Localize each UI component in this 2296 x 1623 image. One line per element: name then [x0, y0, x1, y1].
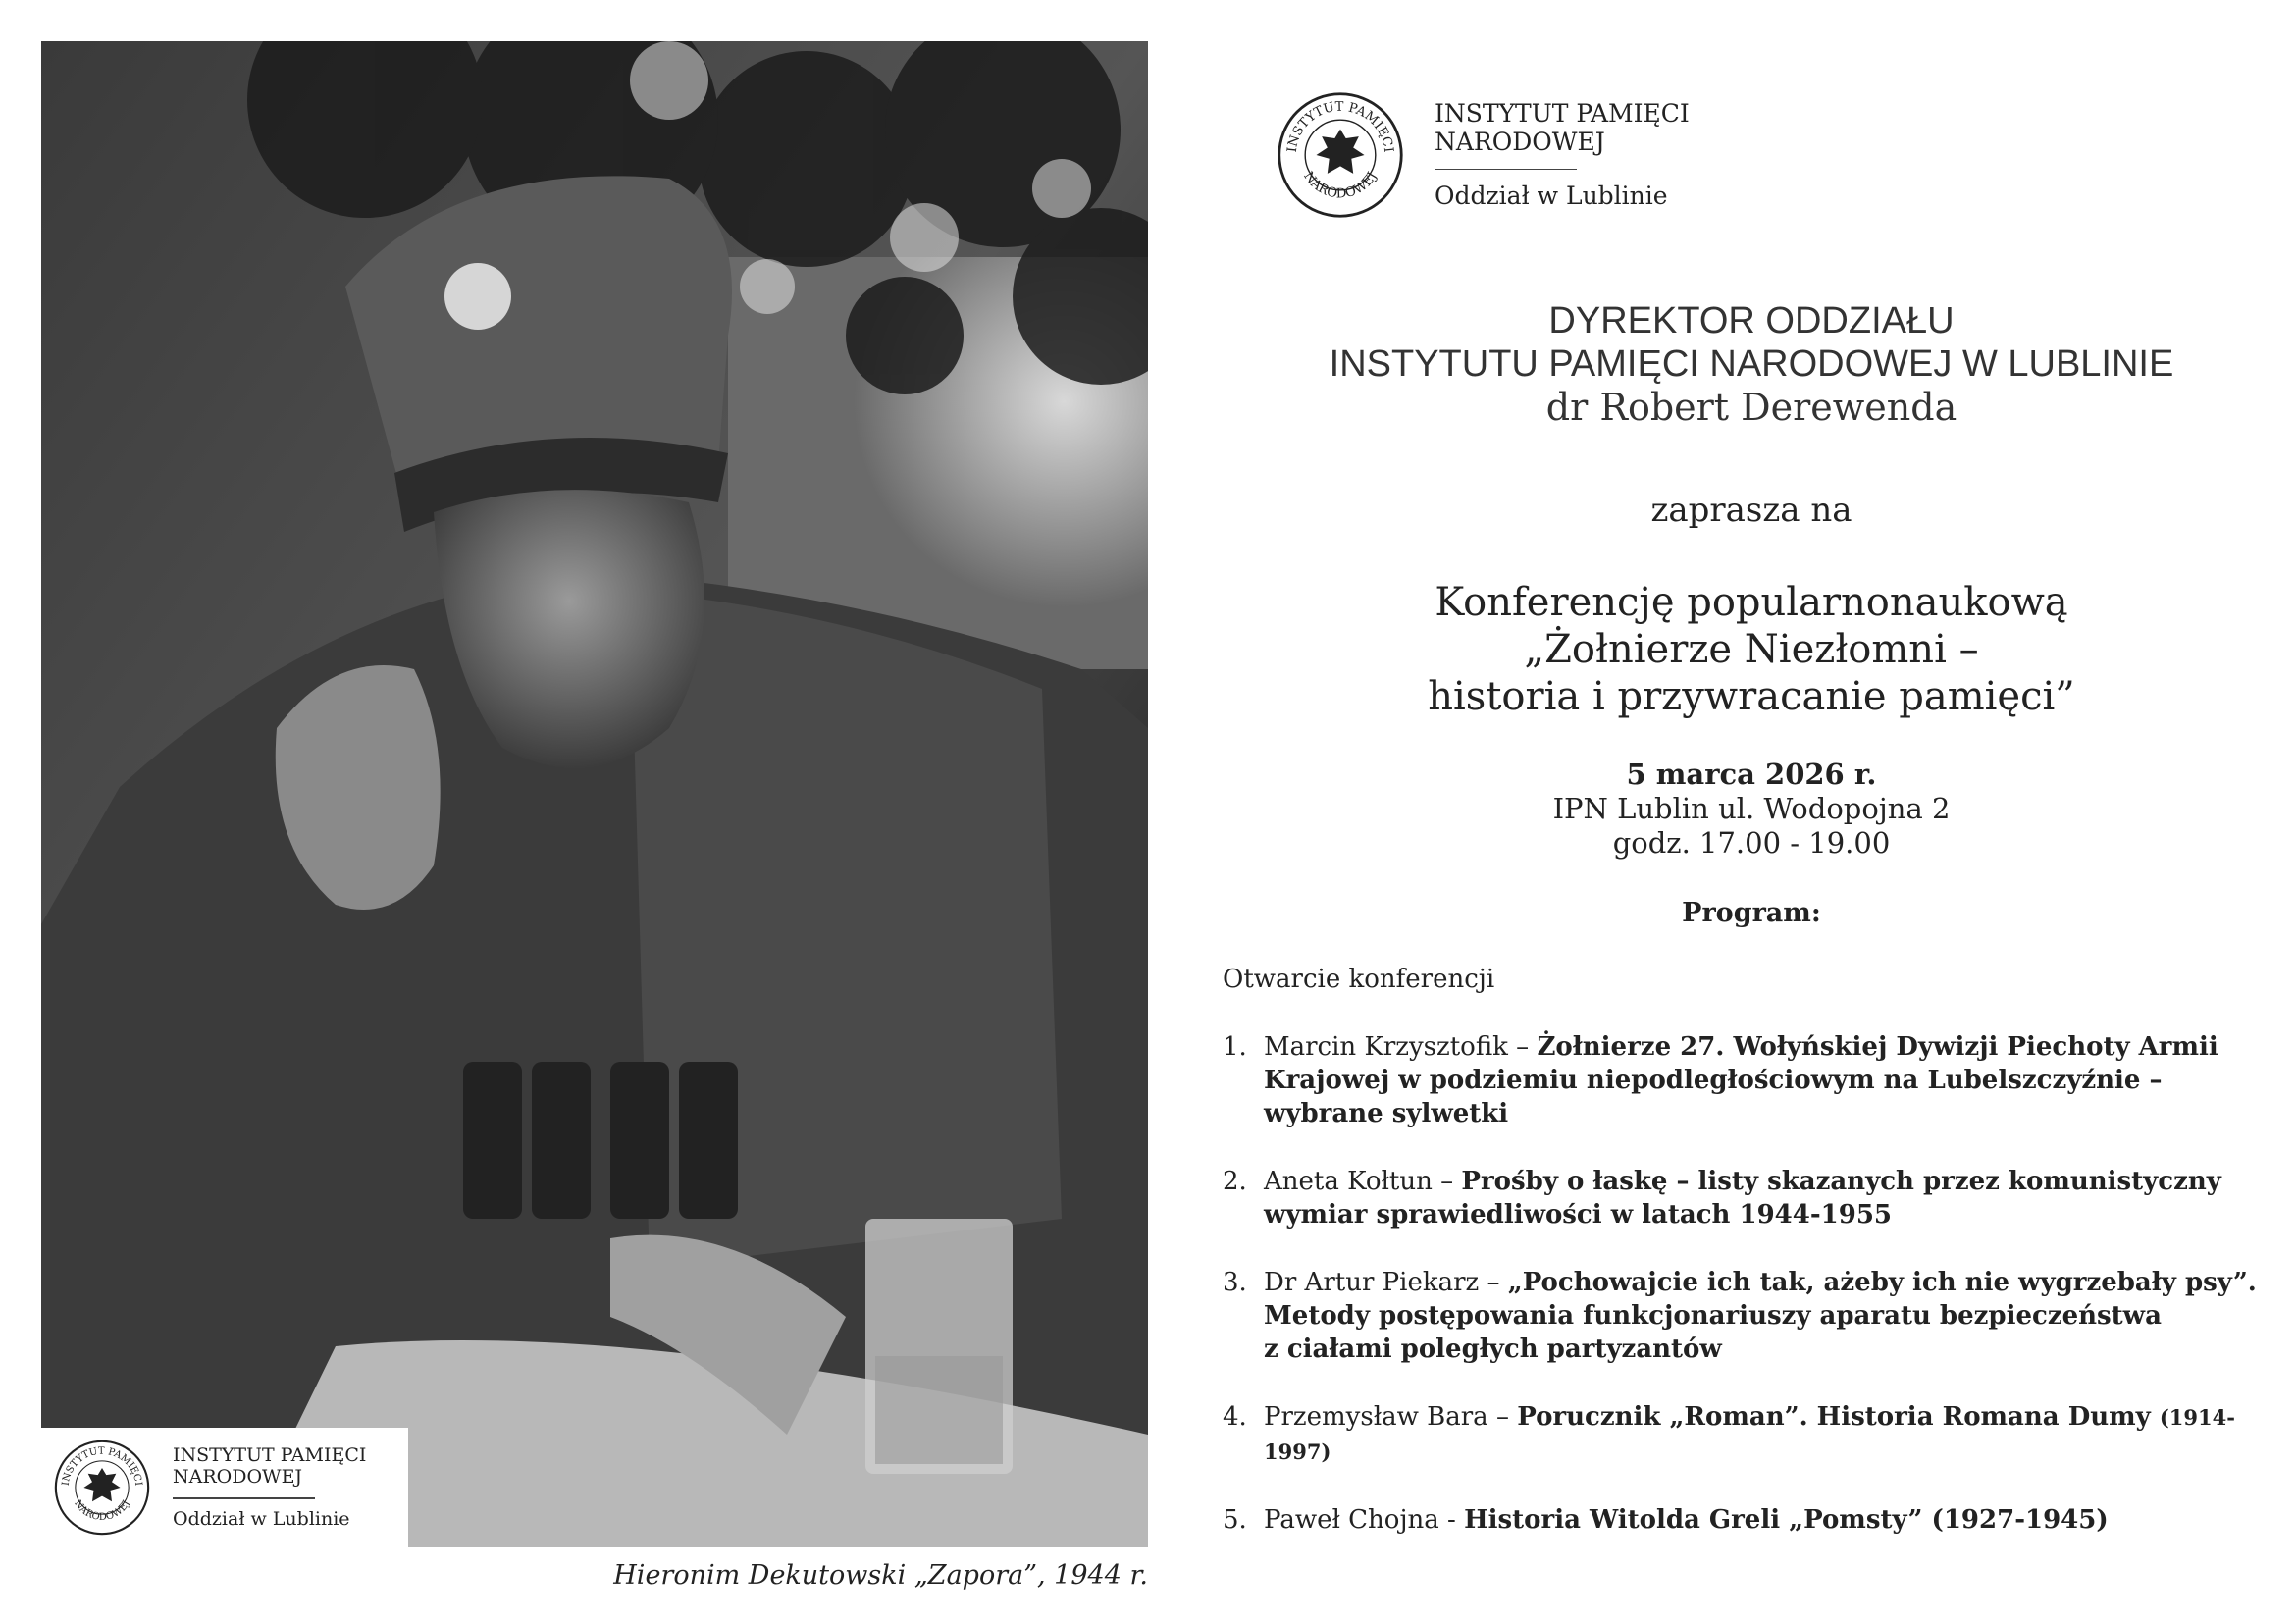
item-title: Historia Witolda Greli „Pomsty” (1927-1945) — [1464, 1505, 2109, 1535]
svg-text:INSTYTUT PAMIĘCI: INSTYTUT PAMIĘCI — [1284, 99, 1396, 154]
item-speaker: Przemysław Bara – — [1264, 1402, 1518, 1432]
portrait-photo — [41, 41, 1148, 1547]
program-item — [1223, 1030, 2282, 1130]
item-number: 1. — [1223, 1032, 1247, 1062]
event-place: IPN Lublin ul. Wodopojna 2 — [1552, 792, 1951, 825]
logo-branch: Oddział w Lublinie — [173, 1507, 350, 1530]
director-block — [1226, 299, 2276, 429]
conference-title — [1226, 579, 2276, 720]
item-title: Porucznik „Roman”. Historia Romana Dumy — [1517, 1402, 2160, 1432]
photo-logo-box — [41, 1428, 408, 1547]
item-title: Żołnierze 27. Wołyńskiej Dywizji Piechoty Armii — [1537, 1032, 2218, 1062]
program-item — [1223, 1266, 2282, 1366]
photo-illustration — [41, 41, 1148, 1547]
event-details — [1226, 758, 2276, 861]
logo-divider — [173, 1497, 315, 1499]
director-line1: DYREKTOR ODDZIAŁU — [1548, 300, 1955, 341]
item-speaker: Paweł Chojna - — [1264, 1505, 1465, 1535]
conference-line2: „Żołnierze Niezłomni – — [1524, 627, 1979, 672]
item-title: Metody postępowania funkcjonariuszy aparatu bezpieczeństwa — [1264, 1301, 2162, 1331]
item-title: Prośby o łaskę – listy skazanych przez komunistyczny — [1461, 1167, 2221, 1196]
conference-line1: Konferencję popularnonaukową — [1435, 580, 2068, 625]
item-number: 4. — [1223, 1402, 1247, 1432]
ipn-logo-small — [41, 1439, 366, 1537]
ipn-logo — [1276, 90, 1690, 220]
logo-divider — [1435, 169, 1577, 171]
program-item — [1223, 1503, 2282, 1537]
item-speaker: Aneta Kołtun – — [1264, 1167, 1462, 1196]
program-item — [1223, 1165, 2282, 1231]
logo-name-line2: NARODOWEJ — [1435, 127, 1605, 156]
logo-name-line1: INSTYTUT PAMIĘCI — [173, 1444, 367, 1467]
item-title: wymiar sprawiedliwości w latach 1944-1955 — [1264, 1200, 1893, 1230]
item-number: 5. — [1223, 1505, 1247, 1535]
item-number: 3. — [1223, 1268, 1247, 1297]
director-line2: INSTYTUTU PAMIĘCI NARODOWEJ W LUBLINIE — [1329, 343, 2174, 385]
conference-line3: historia i przywracanie pamięci” — [1428, 674, 2075, 719]
director-name: dr Robert Derewenda — [1545, 386, 1957, 429]
svg-text:INSTYTUT PAMIĘCI: INSTYTUT PAMIĘCI — [60, 1445, 144, 1487]
item-speaker: Marcin Krzysztofik – — [1264, 1032, 1538, 1062]
item-title: wybrane sylwetki — [1264, 1099, 1509, 1128]
item-title: z ciałami poległych partyzantów — [1264, 1335, 1722, 1364]
item-speaker: Dr Artur Piekarz – — [1264, 1268, 1508, 1297]
event-time: godz. 17.00 - 19.00 — [1612, 826, 1891, 860]
ipn-seal-icon — [53, 1439, 151, 1537]
ipn-seal-icon — [1276, 90, 1405, 220]
logo-name-line2: NARODOWEJ — [173, 1466, 303, 1489]
event-date: 5 marca 2026 r. — [1626, 758, 1877, 791]
item-number: 2. — [1223, 1167, 1247, 1196]
svg-text:NARODOWEJ: NARODOWEJ — [1300, 169, 1381, 202]
svg-text:NARODOWEJ: NARODOWEJ — [72, 1498, 132, 1523]
program-item — [1223, 1400, 2282, 1469]
program-opening: Otwarcie konferencji — [1223, 965, 1495, 994]
program-list — [1223, 1030, 2282, 1571]
program-heading: Program: — [1682, 898, 1821, 928]
invite-text: zaprasza na — [1650, 491, 1852, 530]
item-title: „Pochowajcie ich tak, ażeby ich nie wygrzebały psy”. — [1507, 1268, 2257, 1297]
item-years: (1914-1997) — [1264, 1405, 2235, 1464]
item-title: Krajowej w podziemiu niepodległościowym na Lubelszczyźnie – — [1264, 1066, 2163, 1095]
logo-branch: Oddział w Lublinie — [1435, 182, 1668, 210]
logo-name-line1: INSTYTUT PAMIĘCI — [1435, 99, 1690, 128]
photo-caption: Hieronim Dekutowski „Zapora”, 1944 r. — [613, 1560, 1148, 1591]
